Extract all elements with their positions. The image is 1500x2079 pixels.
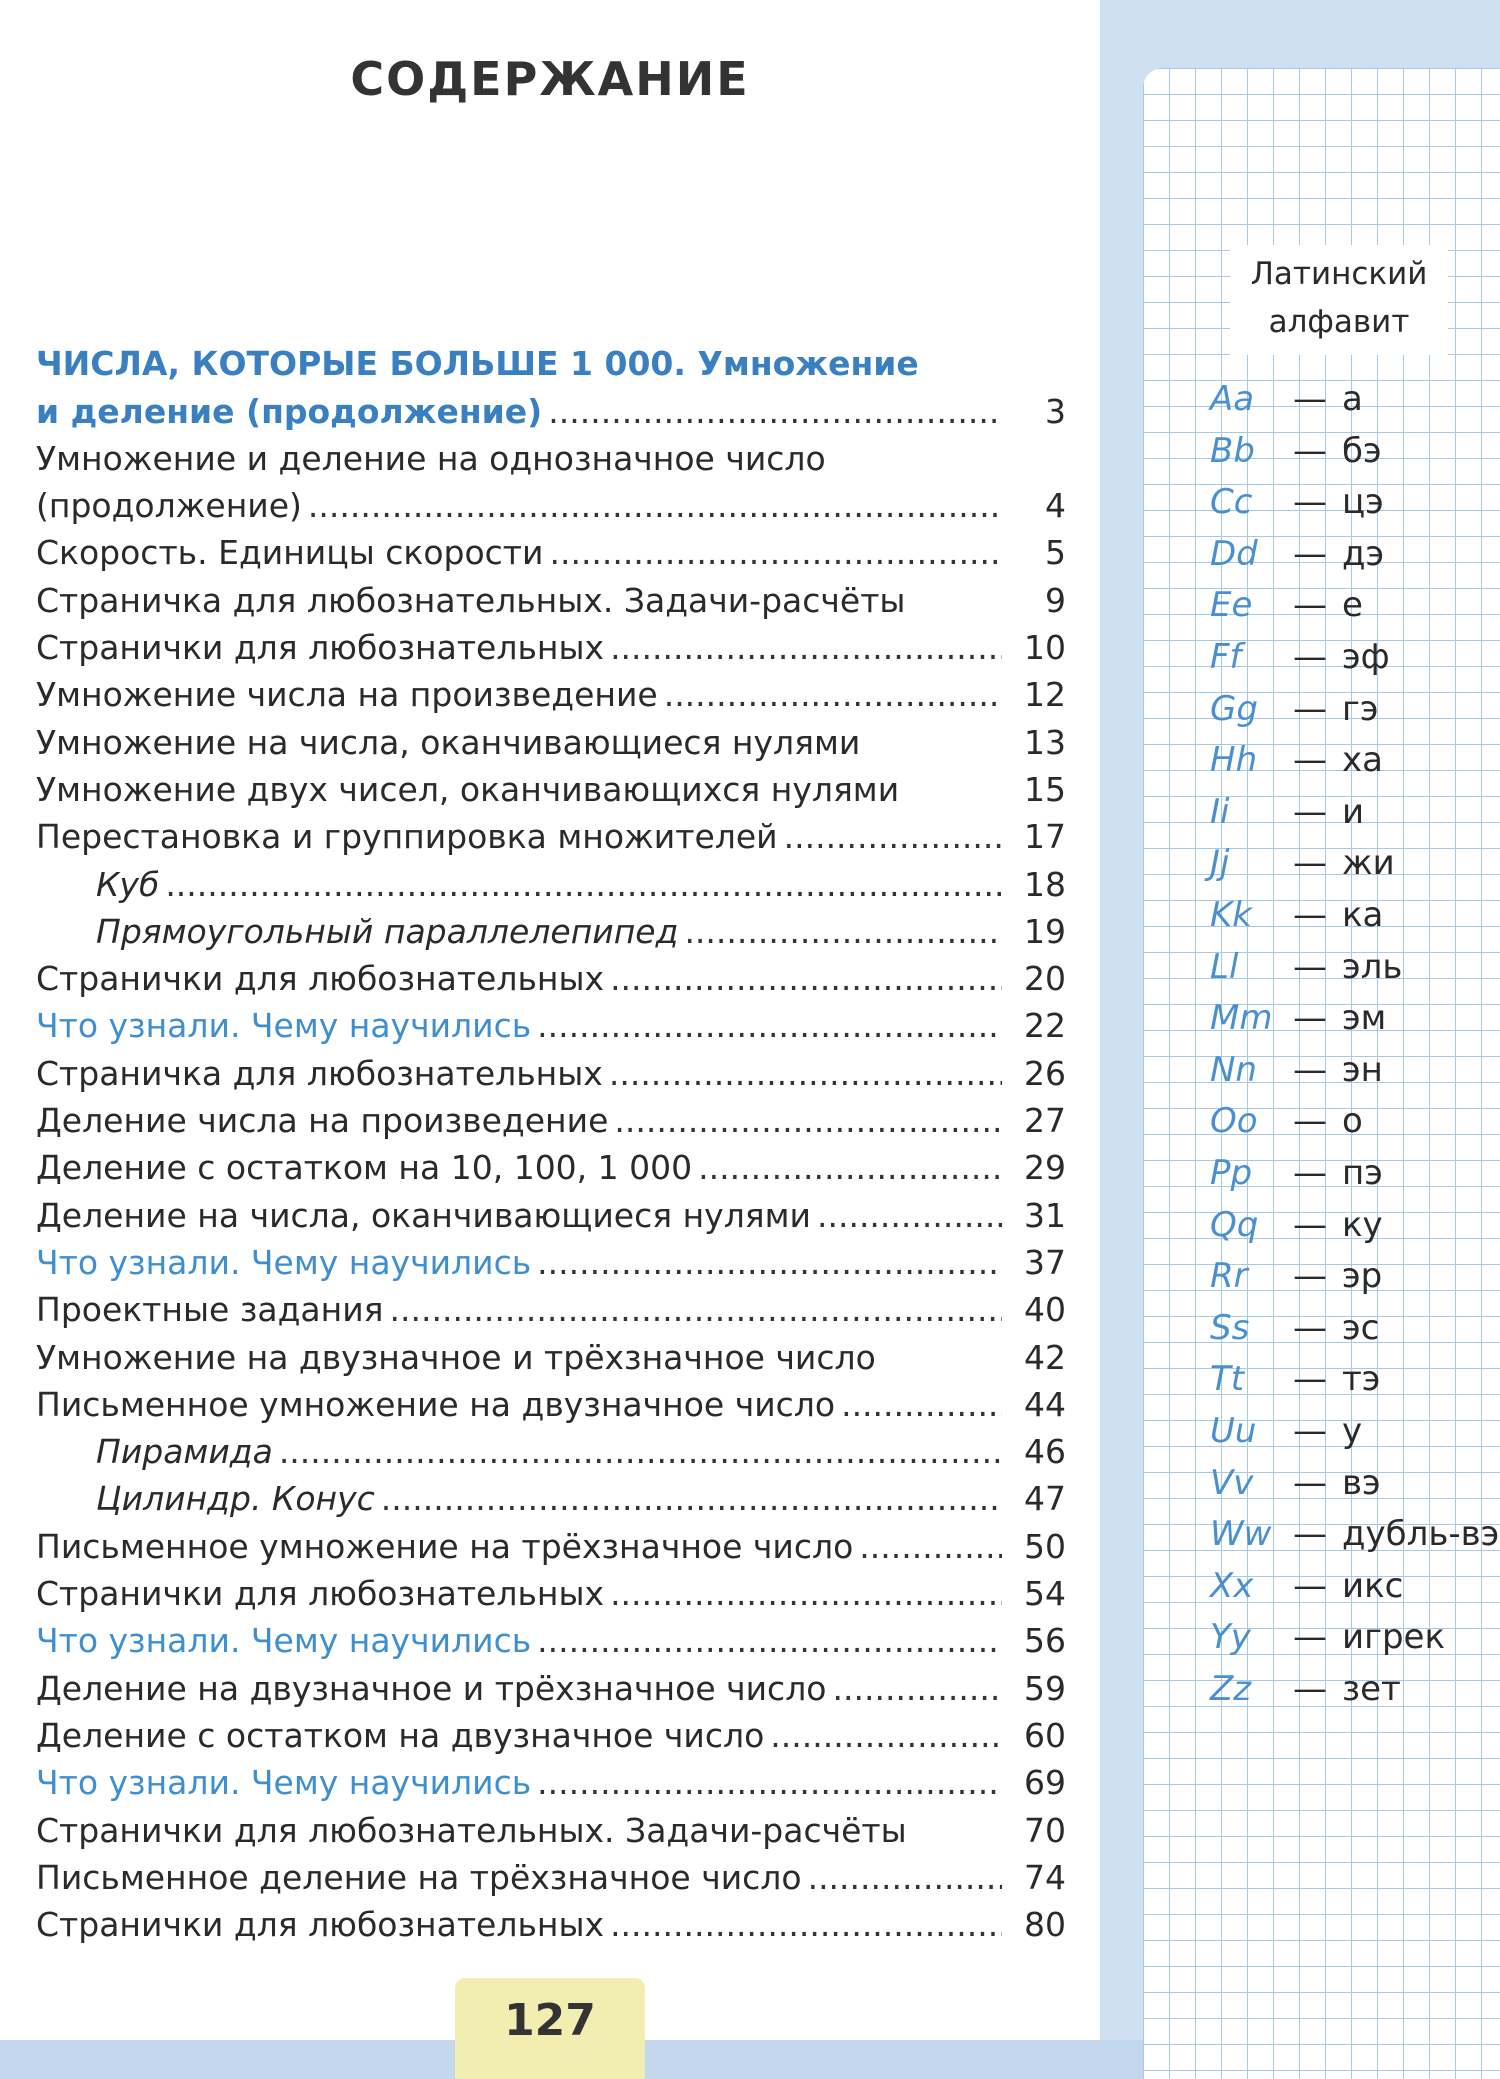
alphabet-row	[1210, 1405, 1362, 1457]
alphabet-letter-pair: Zz	[1210, 1669, 1252, 1709]
toc-entry-text: Прямоугольный параллелепипед	[96, 911, 679, 951]
alphabet-title-line1: Латинский	[1250, 256, 1428, 292]
alphabet-row	[1210, 1611, 1445, 1663]
alphabet-dash: —	[1293, 1462, 1327, 1503]
toc-entry-text: Умножение числа на произведение	[36, 675, 658, 715]
toc-row	[36, 1140, 1066, 1187]
toc-entry-text: Что узнали. Чему научились	[36, 1242, 532, 1282]
toc-row	[36, 1708, 1066, 1755]
toc-row	[36, 1850, 1066, 1897]
alphabet-letter-pair: Ll	[1210, 946, 1239, 987]
alphabet-letter-name: ку	[1342, 1204, 1383, 1245]
alphabet-letter-name: жи	[1342, 843, 1395, 884]
toc-entry-text: Умножение на двузначное и трёхзначное число	[36, 1337, 876, 1377]
toc-leader-dots	[537, 1763, 1002, 1802]
alphabet-letter-name: и	[1342, 791, 1365, 832]
alphabet-letter-pair: Uu	[1210, 1411, 1257, 1451]
alphabet-dash: —	[1293, 998, 1327, 1039]
page-title: СОДЕРЖАНИЕ	[350, 52, 750, 106]
toc-row	[36, 1566, 1066, 1613]
toc-page-number: 15	[1024, 769, 1066, 809]
toc-row	[36, 998, 1066, 1045]
alphabet-row	[1210, 992, 1386, 1044]
alphabet-letter-name: эр	[1342, 1256, 1383, 1297]
toc-row	[36, 620, 1066, 667]
alphabet-letter-pair: Ff	[1210, 637, 1242, 677]
toc-entry-text: Умножение на числа, оканчивающиеся нулями	[36, 722, 861, 762]
toc-entry-text: и деление (продолжение)	[36, 391, 543, 431]
toc-page-number: 56	[1024, 1621, 1066, 1661]
alphabet-letter-name: вэ	[1342, 1462, 1381, 1503]
toc-row	[36, 383, 1066, 430]
alphabet-letter-pair: Cc	[1210, 482, 1253, 523]
alphabet-title-line2: алфавит	[1268, 304, 1410, 340]
alphabet-dash: —	[1293, 1256, 1327, 1297]
toc-page-number: 9	[1045, 580, 1066, 620]
alphabet-letter-name: дэ	[1342, 533, 1385, 574]
alphabet-letter-pair: Kk	[1210, 895, 1252, 935]
toc-page-number: 46	[1024, 1432, 1066, 1472]
toc-page-number: 13	[1024, 722, 1066, 762]
alphabet-letter-name: бэ	[1342, 430, 1382, 471]
toc-row	[36, 1235, 1066, 1282]
toc-leader-dots	[614, 1101, 1002, 1140]
toc-entry-text: Умножение и деление на однозначное число	[36, 438, 826, 478]
toc-leader-dots	[165, 865, 1002, 904]
toc-page-number: 12	[1024, 675, 1066, 715]
alphabet-letter-name: а	[1342, 379, 1363, 419]
toc-page-number: 80	[1024, 1905, 1066, 1945]
toc-entry-text: Странички для любознательных	[36, 1574, 605, 1614]
toc-row	[36, 667, 1066, 714]
toc-row	[36, 478, 1066, 525]
alphabet-dash: —	[1293, 1617, 1327, 1658]
alphabet-row	[1210, 631, 1390, 683]
toc-leader-dots	[664, 675, 1002, 714]
toc-row	[36, 1282, 1066, 1329]
alphabet-letter-name: игрек	[1342, 1617, 1445, 1658]
toc-leader-dots	[784, 817, 1002, 856]
toc-entry-text: Куб	[96, 864, 160, 904]
alphabet-letter-pair: Bb	[1210, 430, 1255, 471]
alphabet-letter-pair: Gg	[1210, 688, 1258, 729]
alphabet-dash: —	[1293, 1514, 1327, 1555]
toc-page-number: 22	[1024, 1006, 1066, 1046]
alphabet-letter-pair: Dd	[1210, 533, 1258, 574]
alphabet-letter-name: о	[1342, 1101, 1363, 1142]
toc-row	[36, 1755, 1066, 1802]
alphabet-row	[1210, 579, 1363, 631]
toc-leader-dots	[609, 1054, 1002, 1093]
toc-leader-dots	[817, 1196, 1002, 1235]
toc-leader-dots	[537, 1621, 1002, 1660]
alphabet-dash: —	[1293, 585, 1327, 626]
toc-leader-dots	[610, 1905, 1002, 1944]
alphabet-dash: —	[1293, 895, 1327, 935]
toc-entry-text: Деление с остатком на двузначное число	[36, 1715, 765, 1755]
toc-row	[36, 525, 1066, 572]
alphabet-letter-name: у	[1342, 1411, 1363, 1451]
alphabet-row	[1210, 786, 1364, 838]
table-of-contents	[36, 336, 1066, 1944]
toc-entry-text: Странички для любознательных	[36, 959, 605, 999]
toc-row	[36, 1093, 1066, 1140]
toc-entry-text: Деление на числа, оканчивающиеся нулями	[36, 1195, 811, 1235]
toc-page-number: 29	[1024, 1148, 1066, 1188]
alphabet-row	[1210, 889, 1383, 941]
toc-entry-text: Письменное умножение на трёхзначное число	[36, 1526, 854, 1566]
alphabet-dash: —	[1293, 430, 1327, 471]
alphabet-letter-name: зет	[1342, 1669, 1401, 1709]
alphabet-dash: —	[1293, 533, 1327, 574]
toc-leader-dots	[610, 959, 1002, 998]
toc-leader-dots	[859, 1527, 1002, 1566]
alphabet-row	[1210, 476, 1384, 528]
toc-page-number: 19	[1024, 911, 1066, 951]
alphabet-row	[1210, 373, 1363, 425]
alphabet-letter-pair: Jj	[1210, 843, 1230, 884]
toc-leader-dots	[808, 1858, 1002, 1897]
alphabet-dash: —	[1293, 1307, 1327, 1348]
toc-row	[36, 1802, 1066, 1849]
toc-page-number: 31	[1024, 1195, 1066, 1235]
toc-leader-dots	[698, 1148, 1002, 1187]
toc-entry-text: Что узнали. Чему научились	[36, 1006, 532, 1046]
alphabet-letter-pair: Yy	[1210, 1617, 1251, 1658]
alphabet-row	[1210, 1044, 1383, 1096]
alphabet-row	[1210, 1302, 1379, 1354]
toc-leader-dots	[833, 1669, 1003, 1708]
toc-page-number: 47	[1024, 1479, 1066, 1519]
toc-row	[36, 1329, 1066, 1376]
toc-leader-dots	[684, 912, 1002, 951]
alphabet-letter-pair: Tt	[1210, 1359, 1245, 1400]
alphabet-letter-pair: Nn	[1210, 1049, 1257, 1090]
alphabet-row	[1210, 1457, 1381, 1509]
toc-entry-text: Перестановка и группировка множителей	[36, 817, 778, 857]
toc-page-number: 74	[1024, 1857, 1066, 1897]
alphabet-row	[1210, 683, 1379, 735]
toc-row	[36, 336, 1066, 383]
toc-page-number: 4	[1045, 486, 1066, 526]
toc-page-number: 3	[1045, 391, 1066, 431]
alphabet-row	[1210, 1147, 1383, 1199]
toc-page-number: 5	[1045, 533, 1066, 573]
toc-leader-dots	[548, 392, 1002, 431]
alphabet-letter-name: эф	[1342, 637, 1390, 677]
page-number: 127	[504, 1995, 596, 2046]
toc-entry-text: Письменное умножение на двузначное число	[36, 1384, 836, 1424]
alphabet-row	[1210, 1199, 1383, 1251]
alphabet-letter-name: икс	[1342, 1565, 1404, 1606]
alphabet-letter-pair: Xx	[1210, 1565, 1254, 1606]
toc-row	[36, 856, 1066, 903]
alphabet-row	[1210, 1560, 1403, 1612]
toc-row	[36, 572, 1066, 619]
toc-row	[36, 1518, 1066, 1565]
toc-row	[36, 1045, 1066, 1092]
toc-row	[36, 1613, 1066, 1660]
alphabet-letter-pair: Ii	[1210, 791, 1230, 832]
toc-leader-dots	[610, 628, 1002, 667]
toc-row	[36, 714, 1066, 761]
toc-leader-dots	[549, 533, 1002, 572]
toc-page-number: 50	[1024, 1526, 1066, 1566]
toc-entry-text: ЧИСЛА, КОТОРЫЕ БОЛЬШЕ 1 000. Умножение	[36, 344, 919, 384]
alphabet-row	[1210, 1353, 1380, 1405]
toc-row	[36, 1897, 1066, 1944]
toc-entry-text: Страничка для любознательных. Задачи-расчёты	[36, 580, 906, 620]
toc-leader-dots	[308, 486, 1002, 525]
alphabet-letter-pair: Vv	[1210, 1462, 1254, 1503]
alphabet-letter-name: цэ	[1342, 482, 1384, 523]
alphabet-letter-pair: Rr	[1210, 1256, 1248, 1297]
alphabet-letter-pair: Pp	[1210, 1153, 1253, 1193]
alphabet-dash: —	[1293, 482, 1327, 523]
alphabet-dash: —	[1293, 637, 1327, 677]
alphabet-letter-name: эм	[1342, 998, 1387, 1039]
alphabet-letter-name: е	[1342, 585, 1363, 626]
alphabet-dash: —	[1293, 1411, 1327, 1451]
alphabet-letter-pair: Mm	[1210, 998, 1273, 1039]
alphabet-letter-name: ха	[1342, 740, 1383, 781]
toc-row	[36, 1471, 1066, 1518]
alphabet-dash: —	[1293, 688, 1327, 729]
alphabet-row	[1210, 1250, 1382, 1302]
toc-page-number: 37	[1024, 1242, 1066, 1282]
toc-row	[36, 1377, 1066, 1424]
toc-row	[36, 809, 1066, 856]
toc-entry-text: Скорость. Единицы скорости	[36, 533, 544, 573]
alphabet-letter-name: тэ	[1342, 1359, 1381, 1400]
alphabet-letter-pair: Hh	[1210, 740, 1258, 781]
alphabet-dash: —	[1293, 740, 1327, 781]
toc-entry-text: Пирамида	[96, 1432, 273, 1472]
toc-entry-text: Деление с остатком на 10, 100, 1 000	[36, 1148, 693, 1188]
alphabet-letter-name: ка	[1342, 895, 1384, 935]
toc-entry-text: (продолжение)	[36, 486, 302, 526]
alphabet-row	[1210, 1663, 1401, 1715]
toc-page-number: 44	[1024, 1384, 1066, 1424]
toc-entry-text: Деление числа на произведение	[36, 1101, 609, 1141]
alphabet-letter-pair: Aa	[1210, 379, 1255, 419]
toc-row	[36, 904, 1066, 951]
toc-entry-text: Что узнали. Чему научились	[36, 1763, 532, 1803]
toc-page-number: 18	[1024, 864, 1066, 904]
toc-leader-dots	[841, 1385, 1002, 1424]
toc-leader-dots	[279, 1432, 1002, 1471]
toc-leader-dots	[390, 1290, 1002, 1329]
alphabet-row	[1210, 528, 1384, 580]
alphabet-dash: —	[1293, 379, 1327, 419]
toc-page-number: 60	[1024, 1715, 1066, 1755]
alphabet-letter-name: эн	[1342, 1049, 1383, 1090]
toc-entry-text: Странички для любознательных	[36, 1905, 605, 1945]
toc-entry-text: Странички для любознательных. Задачи-расчёты	[36, 1810, 907, 1850]
alphabet-letter-pair: Ee	[1210, 585, 1253, 626]
toc-page-number: 27	[1024, 1101, 1066, 1141]
toc-page-number: 20	[1024, 959, 1066, 999]
alphabet-dash: —	[1293, 843, 1327, 884]
alphabet-dash: —	[1293, 946, 1327, 987]
toc-row	[36, 951, 1066, 998]
toc-leader-dots	[610, 1574, 1002, 1613]
alphabet-letter-pair: Ww	[1210, 1514, 1272, 1555]
toc-page-number: 42	[1024, 1337, 1066, 1377]
toc-entry-text: Умножение двух чисел, оканчивающихся нулями	[36, 769, 900, 809]
alphabet-letter-name: гэ	[1342, 688, 1379, 729]
toc-row	[36, 431, 1066, 478]
alphabet-dash: —	[1293, 791, 1327, 832]
toc-page-number: 70	[1024, 1810, 1066, 1850]
toc-page-number: 40	[1024, 1290, 1066, 1330]
toc-entry-text: Страничка для любознательных	[36, 1053, 603, 1093]
toc-row	[36, 1424, 1066, 1471]
alphabet-dash: —	[1293, 1669, 1327, 1709]
toc-row	[36, 762, 1066, 809]
toc-page-number: 17	[1024, 817, 1066, 857]
toc-leader-dots	[381, 1479, 1002, 1518]
alphabet-dash: —	[1293, 1359, 1327, 1400]
toc-page-number: 69	[1024, 1763, 1066, 1803]
alphabet-dash: —	[1293, 1153, 1327, 1193]
alphabet-row	[1210, 941, 1402, 993]
toc-page-number: 10	[1024, 628, 1066, 668]
toc-leader-dots	[770, 1716, 1002, 1755]
alphabet-letter-pair: Ss	[1210, 1307, 1250, 1348]
toc-leader-dots	[537, 1006, 1002, 1045]
toc-entry-text: Проектные задания	[36, 1290, 384, 1330]
alphabet-letter-name: дубль-вэ	[1342, 1514, 1500, 1555]
alphabet-row	[1210, 837, 1395, 889]
toc-row	[36, 1187, 1066, 1234]
toc-page-number: 26	[1024, 1053, 1066, 1093]
toc-row	[36, 1660, 1066, 1707]
alphabet-letter-name: пэ	[1342, 1153, 1383, 1193]
toc-entry-text: Деление на двузначное и трёхзначное число	[36, 1668, 827, 1708]
toc-leader-dots	[537, 1243, 1002, 1282]
alphabet-dash: —	[1293, 1101, 1327, 1142]
alphabet-row	[1210, 734, 1383, 786]
alphabet-row	[1210, 425, 1382, 477]
alphabet-dash: —	[1293, 1204, 1327, 1245]
alphabet-letter-name: эль	[1342, 946, 1403, 987]
toc-entry-text: Что узнали. Чему научились	[36, 1621, 532, 1661]
alphabet-row	[1210, 1508, 1499, 1560]
alphabet-letter-pair: Qq	[1210, 1204, 1259, 1245]
alphabet-dash: —	[1293, 1049, 1327, 1090]
alphabet-dash: —	[1293, 1565, 1327, 1606]
alphabet-row	[1210, 1095, 1363, 1147]
toc-entry-text: Цилиндр. Конус	[96, 1479, 375, 1519]
toc-page-number: 59	[1024, 1668, 1066, 1708]
toc-entry-text: Письменное деление на трёхзначное число	[36, 1857, 802, 1897]
toc-page-number: 54	[1024, 1574, 1066, 1614]
toc-entry-text: Странички для любознательных	[36, 628, 605, 668]
alphabet-letter-pair: Oo	[1210, 1101, 1258, 1142]
alphabet-letter-name: эс	[1342, 1307, 1380, 1348]
